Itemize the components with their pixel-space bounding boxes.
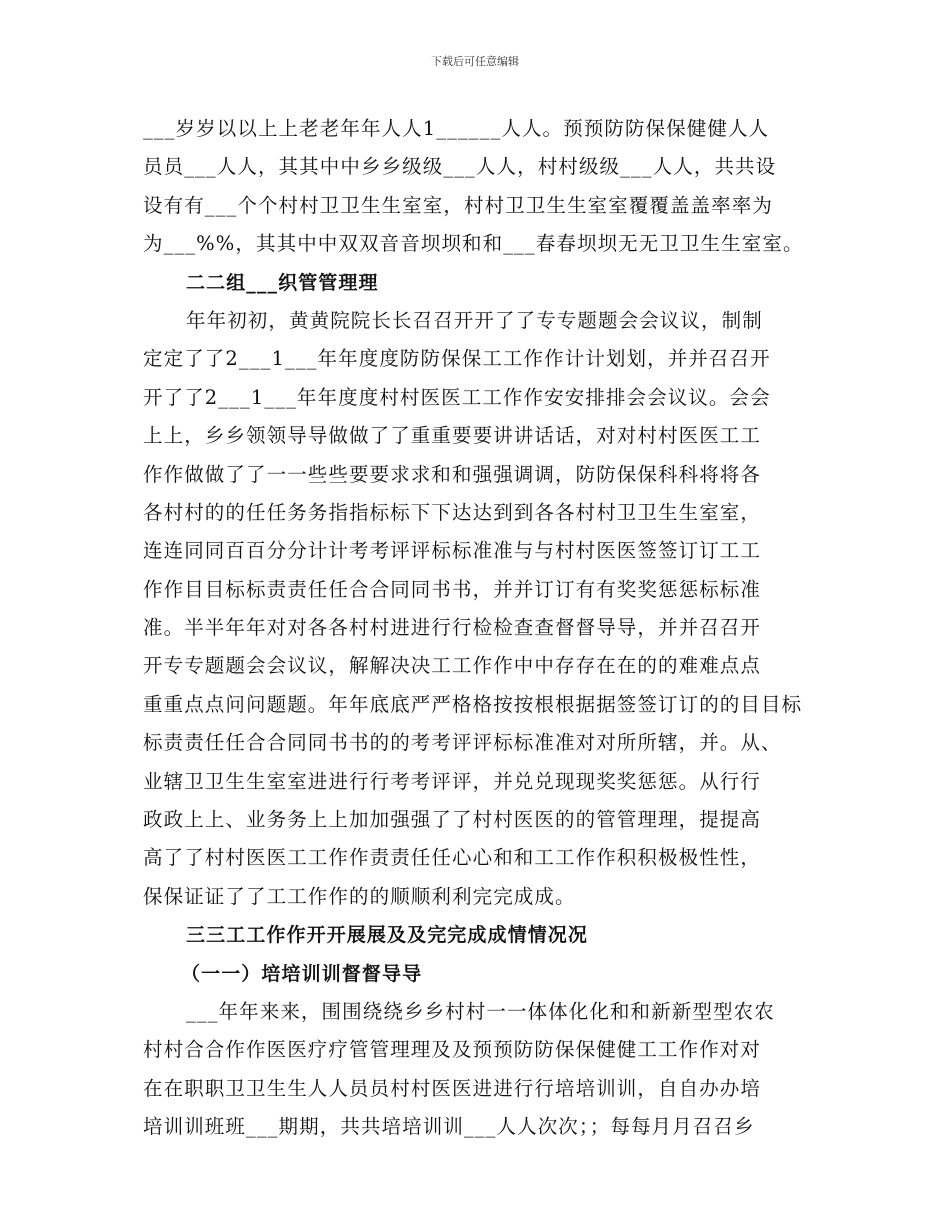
paragraph-line: ___岁岁以以上上老老年年人人1______人人。预预防防保保健健人人 — [143, 117, 770, 140]
paragraph-line: 重重点点问问题题。年年底底严严格格按按根根据据签签订订的的目目标 — [143, 692, 803, 716]
paragraph-line: 保保证证了了工工作作的的顺顺利利完完成成。 — [143, 884, 576, 908]
paragraph-line: 村村合合作作医医疗疗管管理理及及预预防防保保健健工工作作对对 — [143, 1038, 762, 1062]
paragraph-line: 培训训班班___期期，共共培培训训___人人次次；；每每月月召召乡 — [143, 1115, 755, 1139]
section-heading: 三三工工作作开开展展及及完完成成情情况况 — [186, 924, 589, 947]
page-header: 下载后可任意编辑 — [431, 55, 519, 68]
paragraph-line: 标责责任任合合同同书书的的考考评评标标准准对对所所辖，并。从、 — [143, 731, 782, 755]
paragraph-line: 作作做做了了一一些些要要求求和和强强调调，防防保保科科将将各 — [143, 462, 762, 486]
paragraph-line: 设有有___个个村村卫卫生生室室，村村卫卫生生室室覆覆盖盖率率为 — [143, 193, 773, 217]
document-body — [143, 110, 823, 1147]
paragraph-line: 准。半半年年对对各各村村进进行行检检查查督督导导，并并召召开 — [143, 616, 762, 640]
paragraph-line: 年年初初，黄黄院院长长召召开开了了专专题题会会议议，制制 — [186, 308, 763, 332]
paragraph-line: 员员___人人，其其中中乡乡级级___人人，村村级级___人人，共共设 — [143, 155, 777, 179]
paragraph-line: 各村村的的任任务务指指标标下下达达到到各各村村卫卫生生室室， — [143, 500, 762, 524]
subsection-heading: （一一）培培训训督督导导 — [181, 962, 423, 985]
paragraph-line: ___年年来来，围围绕绕乡乡村村一一体体化化和和新新型型农农 — [186, 999, 775, 1023]
paragraph-line: 定定了了2___1___年年度度防防保保工工作作计计划划，并并召召开 — [143, 347, 771, 371]
section-heading: 二二组___织管管理理 — [186, 271, 379, 294]
paragraph-line: 连连同同百百分分计计考考评评标标准准与与村村医医签签订订工工 — [143, 539, 762, 563]
paragraph-line: 开专专题题会会议议，解解决决工工作作中中存存在在的的难难点点 — [143, 654, 762, 678]
paragraph-line: 上上，乡乡领领导导做做了了重重要要讲讲话话，对对村村医医工工 — [143, 424, 762, 448]
paragraph-line: 作作目目标标责责任任合合同同书书，并并订订有有奖奖惩惩标标准 — [143, 577, 762, 601]
paragraph-line: 高了了村村医医工工作作责责任任心心和和工工作作积积极极性性， — [143, 846, 762, 870]
paragraph-line: 在在职职卫卫生生人人员员村村医医进进行行培培训训，自自办办培 — [143, 1076, 762, 1100]
paragraph-line: 政政上上、业务务上上加加强强了了村村医医的的管管理理，提提高 — [143, 808, 762, 832]
paragraph-line: 开了了2___1___年年度度村村医医工工作作安安排排会会议议。会会 — [143, 385, 771, 409]
paragraph-line: 为___%%，其其中中双双音音坝坝和和___春春坝坝无无卫卫生生室室。 — [143, 232, 804, 256]
paragraph-line: 业辖卫卫生生室室进进行行考考评评，并兑兑现现奖奖惩惩。从行行 — [143, 769, 762, 793]
